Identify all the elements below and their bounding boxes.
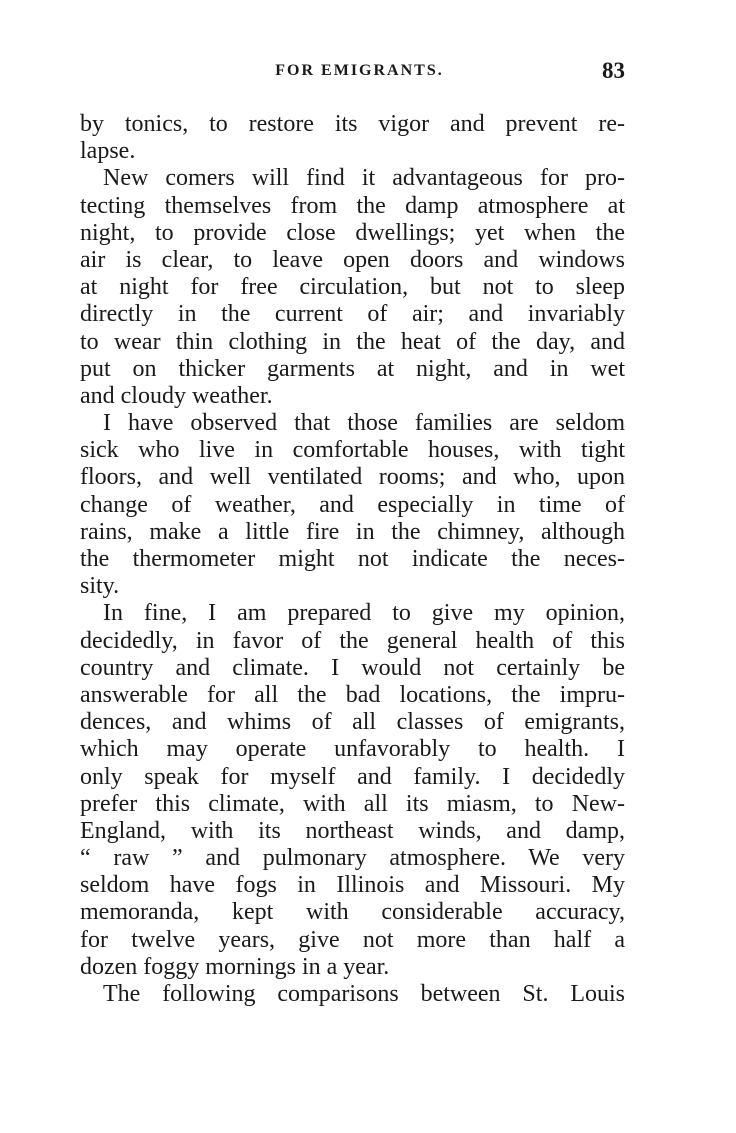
text-line: New comers will find it advantageous for pro- [103,165,625,192]
text-line: dences, and whims of all classes of emigrants, [80,709,625,736]
text-line: sick who live in comfortable houses, with tight [80,437,625,464]
text-line: by tonics, to restore its vigor and prevent re- [80,111,625,137]
text-line: for twelve years, give not more than half a [80,926,625,953]
text-line: at night for free circulation, but not to sleep [80,274,625,301]
text-line: which may operate unfavorably to health. I [80,736,625,763]
text-line: put on thicker garments at night, and in wet [80,355,625,382]
body-text [80,111,625,1008]
text-line: memoranda, kept with considerable accuracy, [80,899,625,926]
text-line: England, with its northeast winds, and damp, [80,817,625,844]
text-line: sity. [80,573,120,600]
text-line: decidedly, in favor of the general health of this [80,627,625,654]
text-line: dozen foggy mornings in a year. [80,953,390,980]
text-line: tecting themselves from the damp atmosphere at [80,192,625,219]
text-line: The following comparisons between St. Louis [103,981,625,1007]
text-line: directly in the current of air; and invariably [80,301,625,328]
page-number: 83 [602,58,625,83]
text-line: lapse. [80,138,136,165]
text-line: In fine, I am prepared to give my opinion, [103,600,625,627]
text-line: “ raw ” and pulmonary atmosphere. We very [80,845,625,872]
text-line: and cloudy weather. [80,382,273,409]
text-line: rains, make a little fire in the chimney, although [80,518,625,545]
text-line: only speak for myself and family. I decidedly [80,763,625,790]
text-line: answerable for all the bad locations, the impru- [80,681,625,708]
running-title: FOR EMIGRANTS. [275,62,444,79]
text-line: prefer this climate, with all its miasm, to New- [80,790,625,817]
text-line: I have observed that those families are seldom [103,410,625,437]
text-line: change of weather, and especially in time of [80,491,625,518]
text-line: country and climate. I would not certainly be [80,654,625,681]
text-line: night, to provide close dwellings; yet when the [80,219,625,246]
text-line: to wear thin clothing in the heat of the day, and [80,328,625,355]
running-head [80,58,625,88]
text-line: air is clear, to leave open doors and windows [80,246,625,273]
text-line: seldom have fogs in Illinois and Missouri. My [80,872,625,899]
text-line: the thermometer might not indicate the neces- [80,546,625,572]
text-line: floors, and well ventilated rooms; and who, upon [80,464,625,491]
